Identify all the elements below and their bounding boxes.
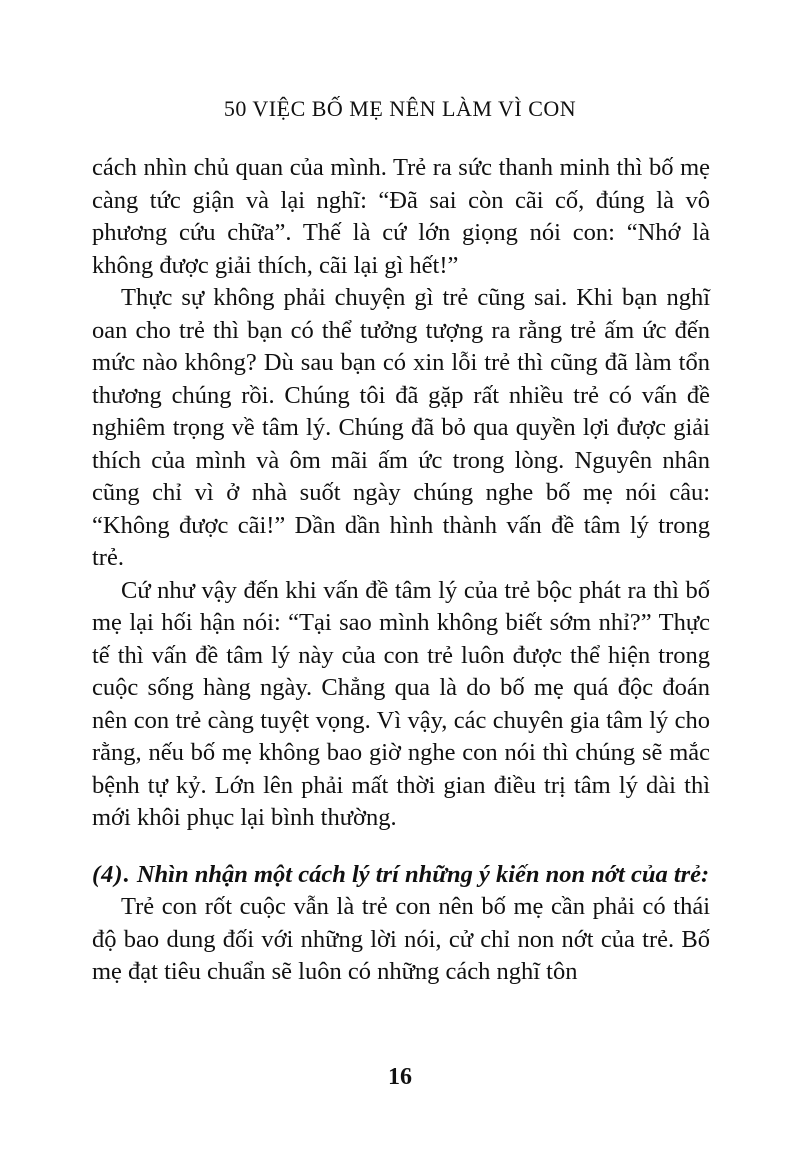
section-heading (92, 859, 710, 892)
running-head: 50 VIỆC BỐ MẸ NÊN LÀM VÌ CON (223, 96, 577, 121)
section-number: (4). (92, 860, 131, 888)
paragraph-2: Thực sự không phải chuyện gì trẻ cũng sai. Khi bạn nghĩ oan cho trẻ thì bạn có thể tưởng tượng ra rằng trẻ ấm ức đến mức nào không? Dù sau bạn có xin lỗi trẻ thì cũng đã làm tổn thương chúng rồi. Chúng tôi đã gặp rất nhiều trẻ có vấn đề nghiêm trọng về tâm lý. Chúng đã bỏ qua quyền lợi được giải thích của mình và ôm mãi ấm ức trong lòng. Nguyên nhân cũng chỉ vì ở nhà suốt ngày chúng nghe bố mẹ nói câu: “Không được cãi!” Dần dần hình thành vấn đề tâm lý trong trẻ. (92, 284, 710, 571)
body-text (92, 152, 710, 989)
page-number: 16 (388, 1064, 412, 1090)
section-title: Nhìn nhận một cách lý trí những ý kiến non nớt của trẻ: (136, 860, 710, 888)
paragraph-4: Trẻ con rốt cuộc vẫn là trẻ con nên bố mẹ cần phải có thái độ bao dung đối với những lời nói, cử chỉ non nớt của trẻ. Bố mẹ đạt tiêu chuẩn sẽ luôn có những cách nghĩ tôn (92, 893, 710, 985)
paragraph-3: Cứ như vậy đến khi vấn đề tâm lý của trẻ bộc phát ra thì bố mẹ lại hối hận nói: “Tại sao mình không biết sớm nhỉ?” Thực tế thì vấn đề tâm lý này của con trẻ luôn được thể hiện trong cuộc sống hàng ngày. Chẳng qua là do bố mẹ quá độc đoán nên con trẻ càng tuyệt vọng. Vì vậy, các chuyên gia tâm lý cho rằng, nếu bố mẹ không bao giờ nghe con nói thì chúng sẽ mắc bệnh tự kỷ. Lớn lên phải mất thời gian điều trị tâm lý dài thì mới khôi phục lại bình thường. (92, 576, 710, 831)
paragraph-1: cách nhìn chủ quan của mình. Trẻ ra sức thanh minh thì bố mẹ càng tức giận và lại nghĩ: “Đã sai còn cãi cố, đúng là vô phương cứu chữa”. Thế là cứ lớn giọng nói con: “Nhớ là không được giải thích, cãi lại gì hết!” (92, 154, 710, 279)
